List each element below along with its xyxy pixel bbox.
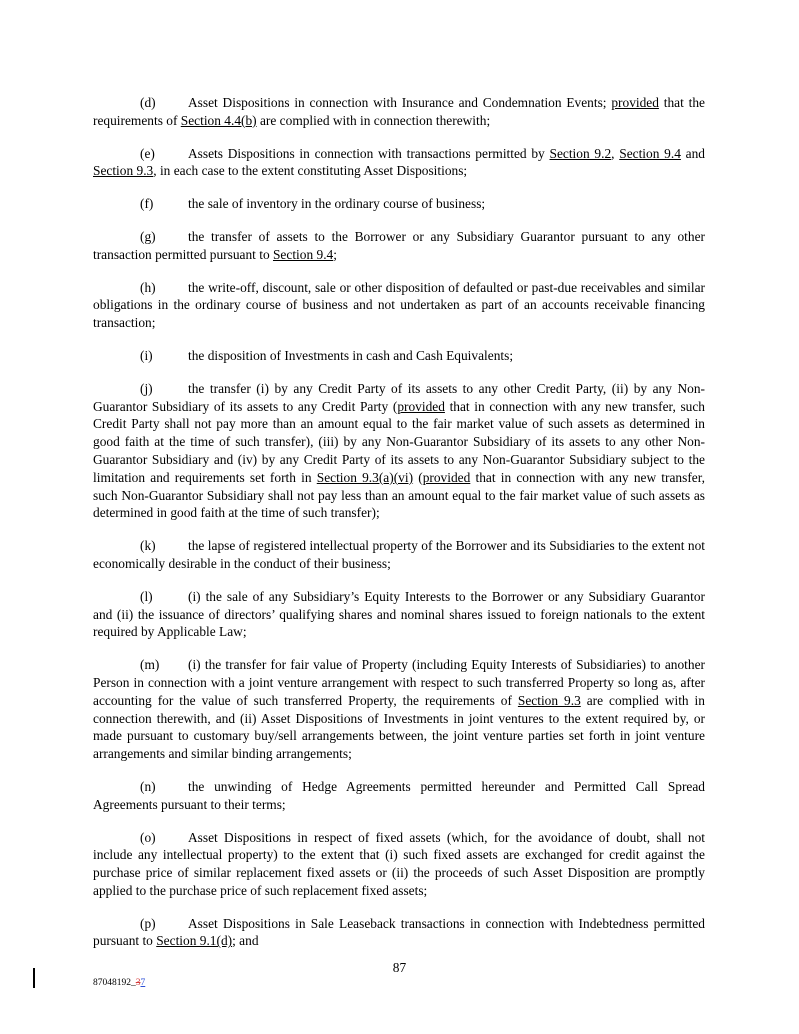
clause-paragraph — [93, 829, 705, 900]
section-reference: provided — [397, 398, 445, 414]
clause-text: Assets Dispositions in connection with transactions permitted by — [188, 145, 550, 161]
clause-paragraph — [93, 347, 705, 365]
clause-paragraph — [93, 94, 705, 130]
clause-label: (n) — [140, 778, 156, 794]
clause-label: (h) — [140, 279, 156, 295]
clause-text: the transfer of assets to the Borrower or any Subsidiary Guarantor pursuant to any other transaction permitted pursuant to — [93, 228, 705, 262]
clause-text: , — [611, 145, 620, 161]
clause-paragraph — [93, 656, 705, 763]
section-reference: Section 9.1(d) — [156, 933, 233, 949]
section-reference: Section 9.3 — [93, 163, 154, 179]
clause-text: the transfer (i) by any Credit Party of its assets to any other Credit Party, (ii) by any Non-Guarantor Subsidiary of its assets to any Credit Party ( — [93, 380, 705, 414]
clause-text: , in each case to the extent constituting Asset Dispositions; — [153, 163, 468, 179]
clause-text: that in connection with any new transfer, such Non-Guarantor Subsidiary shall not pay less than an amount equal to the fair market value of such assets as determined in good faith at the time of such transfer); — [93, 469, 706, 521]
clause-paragraph — [93, 588, 705, 641]
clause-text: the disposition of Investments in cash and Cash Equivalents; — [188, 347, 514, 363]
clause-text: the sale of inventory in the ordinary course of business; — [188, 196, 486, 212]
section-reference: Section 4.4(b) — [180, 112, 257, 128]
section-reference: Section 9.3(a)(vi) — [316, 469, 414, 485]
page-number: 87 — [392, 960, 407, 975]
clause-label: (j) — [140, 380, 153, 396]
section-reference: provided — [422, 469, 471, 485]
clause-text: and — [680, 145, 705, 161]
clause-text: the lapse of registered intellectual property of the Borrower and its Subsidiaries to the extent not economically desirable in the conduct of their business; — [93, 538, 705, 571]
clause-label: (p) — [140, 915, 156, 931]
clause-text: ; — [333, 246, 337, 262]
clause-text: are complied with in connection therewith, and (ii) Asset Dispositions of Investments in joint ventures to the extent required by, or made pursuant to customary buy/sell arrangements between, the joint venture parties set forth in joint venture arrangements and similar binding arrangements; — [93, 692, 705, 762]
clause-text: the write-off, discount, sale or other disposition of defaulted or past-due receivables and similar obligations in the ordinary course of business and not undertaken as part of an accounts receivable financing transaction; — [93, 279, 705, 331]
clause-paragraph — [93, 228, 705, 264]
clause-text: are complied with in connection therewith; — [256, 112, 491, 128]
clause-label: (m) — [140, 657, 160, 673]
section-reference: Section 9.2 — [549, 145, 612, 161]
clause-label: (i) — [140, 347, 153, 363]
clause-paragraph — [93, 778, 705, 814]
section-reference: provided — [611, 95, 659, 110]
section-reference: Section 9.4 — [272, 246, 334, 262]
clause-paragraph — [93, 195, 705, 213]
clause-paragraph — [93, 380, 705, 522]
clause-label: (g) — [140, 228, 156, 244]
footer-inserted-version: 7 — [140, 978, 146, 988]
clause-paragraph — [93, 915, 705, 951]
section-reference: Section 9.3 — [517, 692, 581, 708]
clause-text: (i) the transfer for fair value of Property (including Equity Interests of Subsidiaries) to another Person in connection with a joint venture arrangement with respect to such transferred Property so long as, after accounting for the value of such transferred Property, the requirements of — [93, 657, 705, 708]
clause-label: (f) — [140, 196, 154, 212]
clause-text: Asset Dispositions in connection with Insurance and Condemnation Events; — [188, 95, 612, 110]
document-body — [93, 94, 705, 965]
clause-label: (e) — [140, 145, 155, 161]
clause-label: (l) — [140, 588, 153, 604]
clause-label: (k) — [140, 538, 156, 554]
clause-text: (i) the sale of any Subsidiary’s Equity Interests to the Borrower or any Subsidiary Guarantor and (ii) the issuance of directors’ qualifying shares and nominal shares issued to foreign nationals to the extent required by Applicable Law; — [93, 588, 705, 640]
section-reference: Section 9.4 — [619, 145, 681, 161]
clause-paragraph — [93, 279, 705, 332]
clause-paragraph — [93, 537, 705, 573]
clause-text: ( — [413, 469, 423, 485]
clause-text: Asset Dispositions in respect of fixed assets (which, for the avoidance of doubt, shall not include any intellectual property) to the extent that (i) such fixed assets are exchanged for credit against the purchase price of similar replacement fixed assets or (ii) the proceeds of such Asset Disposition are promptly applied to the purchase price of such replacement fixed assets; — [93, 829, 705, 898]
clause-text: the unwinding of Hedge Agreements permitted hereunder and Permitted Call Spread Agreements pursuant to their terms; — [93, 778, 705, 812]
clause-text: Asset Dispositions in Sale Leaseback transactions in connection with Indebtedness permitted pursuant to — [93, 915, 705, 949]
clause-paragraph — [93, 145, 705, 181]
clause-text: ; and — [232, 933, 259, 949]
footer-doc-number: 87048192_ — [93, 978, 136, 988]
clause-text: that in connection with any new transfer, such Credit Party shall not pay more than an amount equal to the fair market value of such assets as determined in good faith at the time of such transfer), (iii) by any Non-Guarantor Subsidiary of its assets to any other Non-Guarantor Subsidiary and (iv) by any Credit Party of its assets to any Non-Guarantor Subsidiary subject to the limitation and requirements set forth in — [93, 398, 705, 485]
change-bar — [33, 968, 35, 988]
footer-doc-id — [93, 975, 145, 993]
clause-text: that the requirements of — [93, 95, 706, 128]
footer-deleted-version: 3 — [135, 978, 141, 988]
clause-label: (o) — [140, 829, 156, 845]
clause-label: (d) — [140, 95, 156, 110]
